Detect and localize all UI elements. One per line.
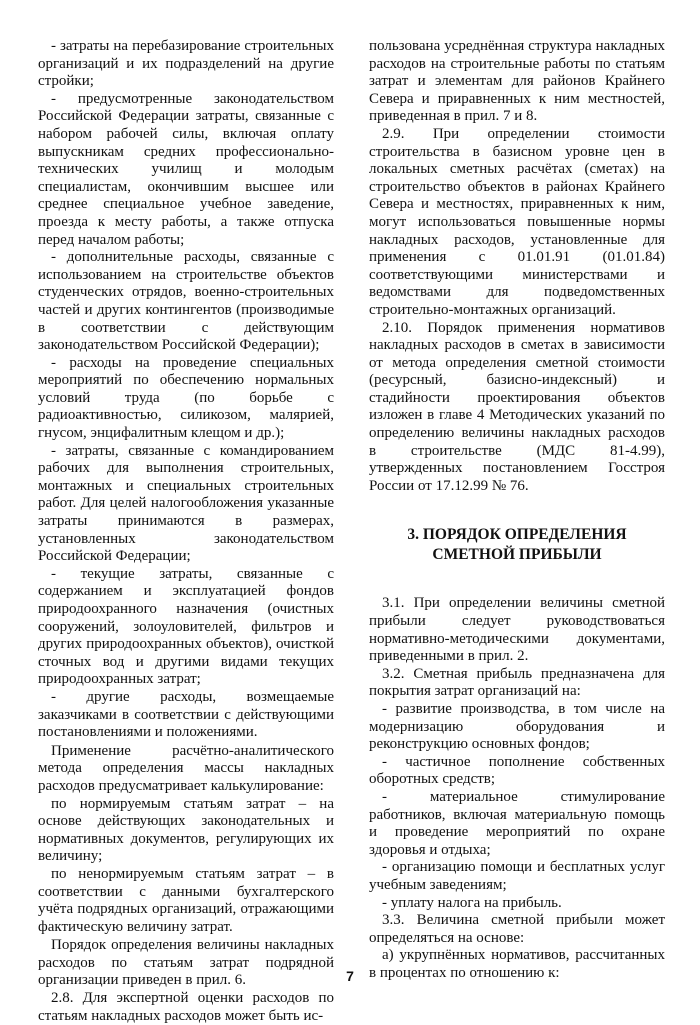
paragraph: - дополнительные расходы, связанные с использованием на строительстве объектов студенческих отрядов, военно-строительных частей и других контингентов (производимые в соответствии с действующим законодательством Российской Федерации); bbox=[38, 249, 334, 354]
paragraph: пользована усреднённая структура накладных расходов на строительные работы по статьям затрат и элементам для районов Крайнего Севера и приравненных к ним местностей, приведенная в прил. 7 и 8. bbox=[369, 38, 665, 125]
list-item: - организацию помощи и бесплатных услуг учебным заведениям; bbox=[369, 859, 665, 893]
paragraph: по ненормируемым статьям затрат – в соответствии с данными бухгалтерского учёта подрядных организаций, отражающими фактическую величину затрат. bbox=[38, 865, 334, 935]
paragraph: по нормируемым статьям затрат – на основе действующих законодательных и нормативных документов, регулирующих их величину; bbox=[38, 795, 334, 865]
page-number: 7 bbox=[346, 968, 354, 984]
paragraph: - затраты, связанные с командированием рабочих для выполнения строительных, монтажных и специальных строительных работ. Для целей налогообложения указанные затраты принимаются в размерах, установленных законодательством Российской Федерации; bbox=[38, 442, 334, 565]
paragraph: 2.9. При определении стоимости строительства в базисном уровне цен в локальных сметных расчётах (сметах) на строительство объектов в районах Крайнего Севера и местностях, приравненных к ним, могут использоваться повышенные нормы накладных расходов, установленные для применения с 01.01.91 (01.01.84) соответствующими министерствами и ведомствами для подведомственных строительно-монтажных организаций. bbox=[369, 125, 665, 318]
paragraph: Применение расчётно-аналитического метода определения массы накладных расходов предусматривает калькулирование: bbox=[38, 742, 334, 794]
paragraph: 3.3. Величина сметной прибыли может определяться на основе: bbox=[369, 912, 665, 946]
paragraph: а) укрупнённых нормативов, рассчитанных в процентах по отношению к: bbox=[369, 947, 665, 981]
paragraph: Порядок определения величины накладных расходов по статьям затрат подрядной организации приведен в прил. 6. bbox=[38, 937, 334, 989]
paragraph: - текущие затраты, связанные с содержанием и эксплуатацией фондов природоохранного назначения (очистных сооружений, золоуловителей, фильтров и других природоохранных объектов), очисткой сточных вод и другими видами текущих природоохранных затрат; bbox=[38, 565, 334, 688]
list-item: - частичное пополнение собственных оборотных средств; bbox=[369, 753, 665, 788]
left-column bbox=[38, 38, 334, 1025]
paragraph: - затраты на перебазирование строительных организаций и их подразделений на другие стройки; bbox=[38, 38, 334, 90]
section-heading bbox=[369, 525, 665, 565]
list-item: - уплату налога на прибыль. bbox=[382, 894, 562, 911]
section-heading-line: 3. ПОРЯДОК ОПРЕДЕЛЕНИЯ bbox=[407, 526, 627, 544]
paragraph: 3.2. Сметная прибыль предназначена для покрытия затрат организаций на: bbox=[369, 665, 665, 700]
paragraph: - другие расходы, возмещаемые заказчиками в соответствии с действующими постановлениями и положениями. bbox=[38, 688, 334, 741]
paragraph: - расходы на проведение специальных мероприятий по обеспечению нормальных условий труда (по борьбе с радиоактивностью, силикозом, малярией, гнусом, энцифалитным клещом и др.); bbox=[38, 354, 334, 442]
paragraph: 3.1. При определении величины сметной прибыли следует руководствоваться нормативно-методическими документами, приведенными в прил. 2. bbox=[369, 595, 665, 665]
list-item: - материальное стимулирование работников, включая материальную помощь и проведение мероприятий по охране здоровья и отдыха; bbox=[369, 788, 665, 858]
paragraph: - предусмотренные законодательством Российской Федерации затраты, связанные с набором рабочей силы, включая оплату выпускникам средних профессионально-технических училищ и молодым специалистам, окончившим высшее или среднее специальное учебное заведение, проезда к месту работы, а также отпуска перед началом работы; bbox=[38, 90, 334, 248]
section-heading-line: СМЕТНОЙ ПРИБЫЛИ bbox=[432, 546, 602, 564]
right-column bbox=[369, 38, 665, 983]
paragraph: 2.8. Для экспертной оценки расходов по статьям накладных расходов может быть ис- bbox=[38, 990, 334, 1024]
paragraph: 2.10. Порядок применения нормативов накладных расходов в сметах в зависимости от метода определения сметной стоимости (ресурсный, базисно-индексный) и стадийности проектирования объектов изложен в главе 4 Методических указаний по определению величины накладных расходов в строительстве (МДС 81-4.99), утвержденных постановлением Госстроя России от 17.12.99 № 76. bbox=[369, 319, 665, 494]
list-item: - развитие производства, в том числе на модернизацию оборудования и реконструкцию основных фондов; bbox=[369, 701, 665, 753]
